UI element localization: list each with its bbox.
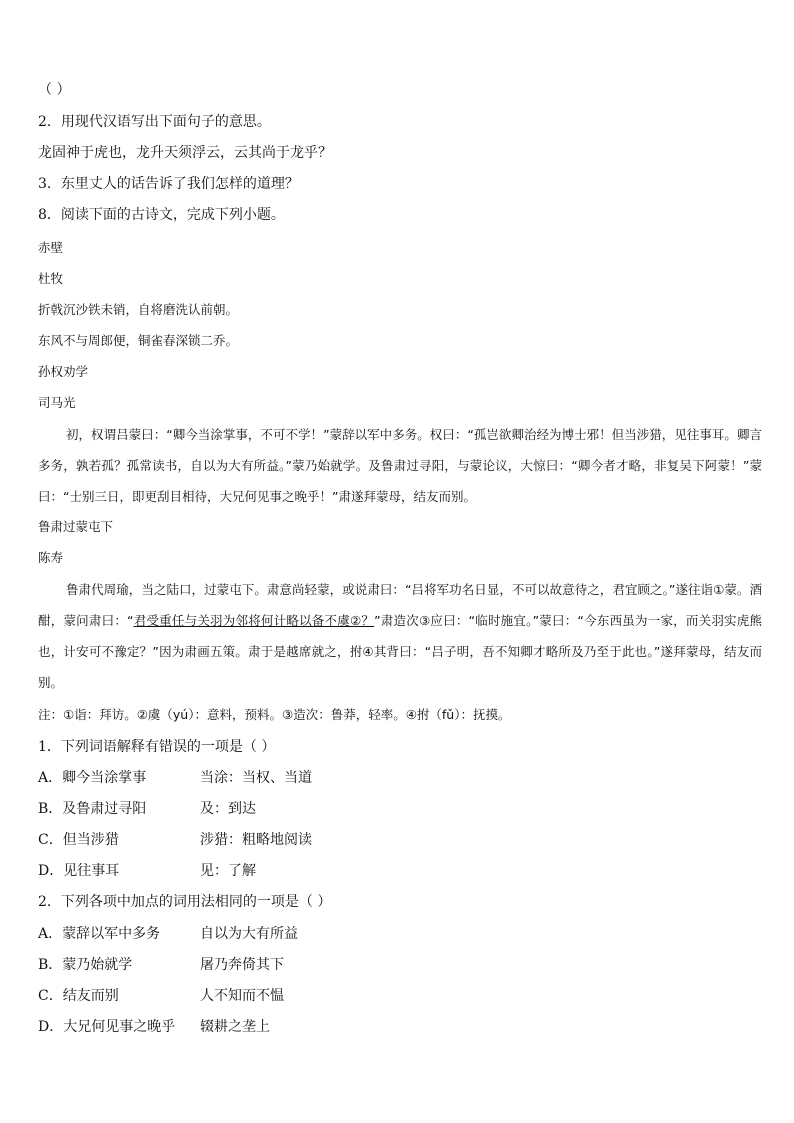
poem-line-1: 折戟沉沙铁未销，自将磨洗认前朝。 <box>38 302 239 317</box>
mc-question-1-title: 1．下列词语解释有错误的一项是（ ） <box>38 739 276 755</box>
poem-line-2: 东风不与周郎便，铜雀春深锁二乔。 <box>38 333 239 348</box>
mc-question-1-option-b: B．及鲁肃过寻阳 及：到达 <box>38 801 256 817</box>
question-8-title: 8．阅读下面的古诗文，完成下列小题。 <box>38 207 285 223</box>
text-2-underlined-sentence: 君受重任与关羽为邻将何计略以备不虞②？ <box>133 613 375 628</box>
text-1-title: 孙权劝学 <box>38 364 89 379</box>
text-1-author: 司马光 <box>38 395 76 410</box>
answer-paren: （ ） <box>38 82 71 98</box>
mc-question-1-option-c: C．但当涉猎 涉猎：粗略地阅读 <box>38 832 312 848</box>
poem-author: 杜牧 <box>38 271 64 286</box>
mc-question-2-option-b: B．蒙乃始就学 屠乃奔倚其下 <box>38 957 284 973</box>
mc-question-2-option-d: D．大兄何见事之晚乎 辍耕之垄上 <box>38 1019 270 1035</box>
text-2-part-1: 鲁肃代周瑜，当之陆口，过蒙屯下。肃意尚轻蒙，或说肃曰：“吕将军功名日显，不可以故意待之，君宜顾之。”遂往诣①蒙。酒酣，蒙问肃曰：“ <box>38 582 762 628</box>
text-2-title: 鲁肃过蒙屯下 <box>38 519 114 534</box>
question-2-sentence: 龙固神于虎也，龙升天须浮云，云其尚于龙乎？ <box>38 145 332 161</box>
text-2-body <box>38 574 762 698</box>
text-2-author: 陈寿 <box>38 550 64 565</box>
text-1-body: 初，权谓吕蒙曰：“卿今当涂掌事，不可不学！”蒙辞以军中多务。权曰：“孤岂欲卿治经为博士邪！但当涉猎，见往事耳。卿言多务，孰若孤？孤常读书，自以为大有所益。”蒙乃始就学。及鲁肃过寻阳，与蒙论议，大惊曰：“卿今者才略，非复吴下阿蒙！”蒙曰：“士别三日，即更刮目相待，大兄何见事之晚乎！”肃遂拜蒙母，结友而别。 <box>38 427 762 504</box>
annotations-note: 注：①诣：拜访。②虞（yú）：意料，预料。③造次：鲁莽，轻率。④拊（fǔ）：抚摸。 <box>38 707 511 722</box>
poem-title: 赤壁 <box>38 240 64 255</box>
mc-question-1-option-a: A．卿今当涂掌事 当涂：当权、当道 <box>38 770 312 786</box>
mc-question-2-option-a: A．蒙辞以军中多务 自以为大有所益 <box>38 926 298 942</box>
mc-question-2-title: 2．下列各项中加点的词用法相同的一项是（ ） <box>38 894 332 910</box>
question-2-title: 2．用现代汉语写出下面句子的意思。 <box>38 114 271 130</box>
question-3-title: 3．东里丈人的话告诉了我们怎样的道理？ <box>38 176 299 192</box>
mc-question-2-option-c: C．结友而别 人不知而不愠 <box>38 988 284 1004</box>
mc-question-1-option-d: D．见往事耳 见：了解 <box>38 863 256 879</box>
text-2-part-2: ”肃造次③应曰：“临时施宜。”蒙曰：“今东西虽为一家，而关羽实虎熊也，计安可不豫定？”因为肃画五策。肃于是越席就之，拊④其背曰：“吕子明，吾不知卿才略所及乃至于此也。”遂拜蒙母，结友而别。 <box>38 613 762 690</box>
